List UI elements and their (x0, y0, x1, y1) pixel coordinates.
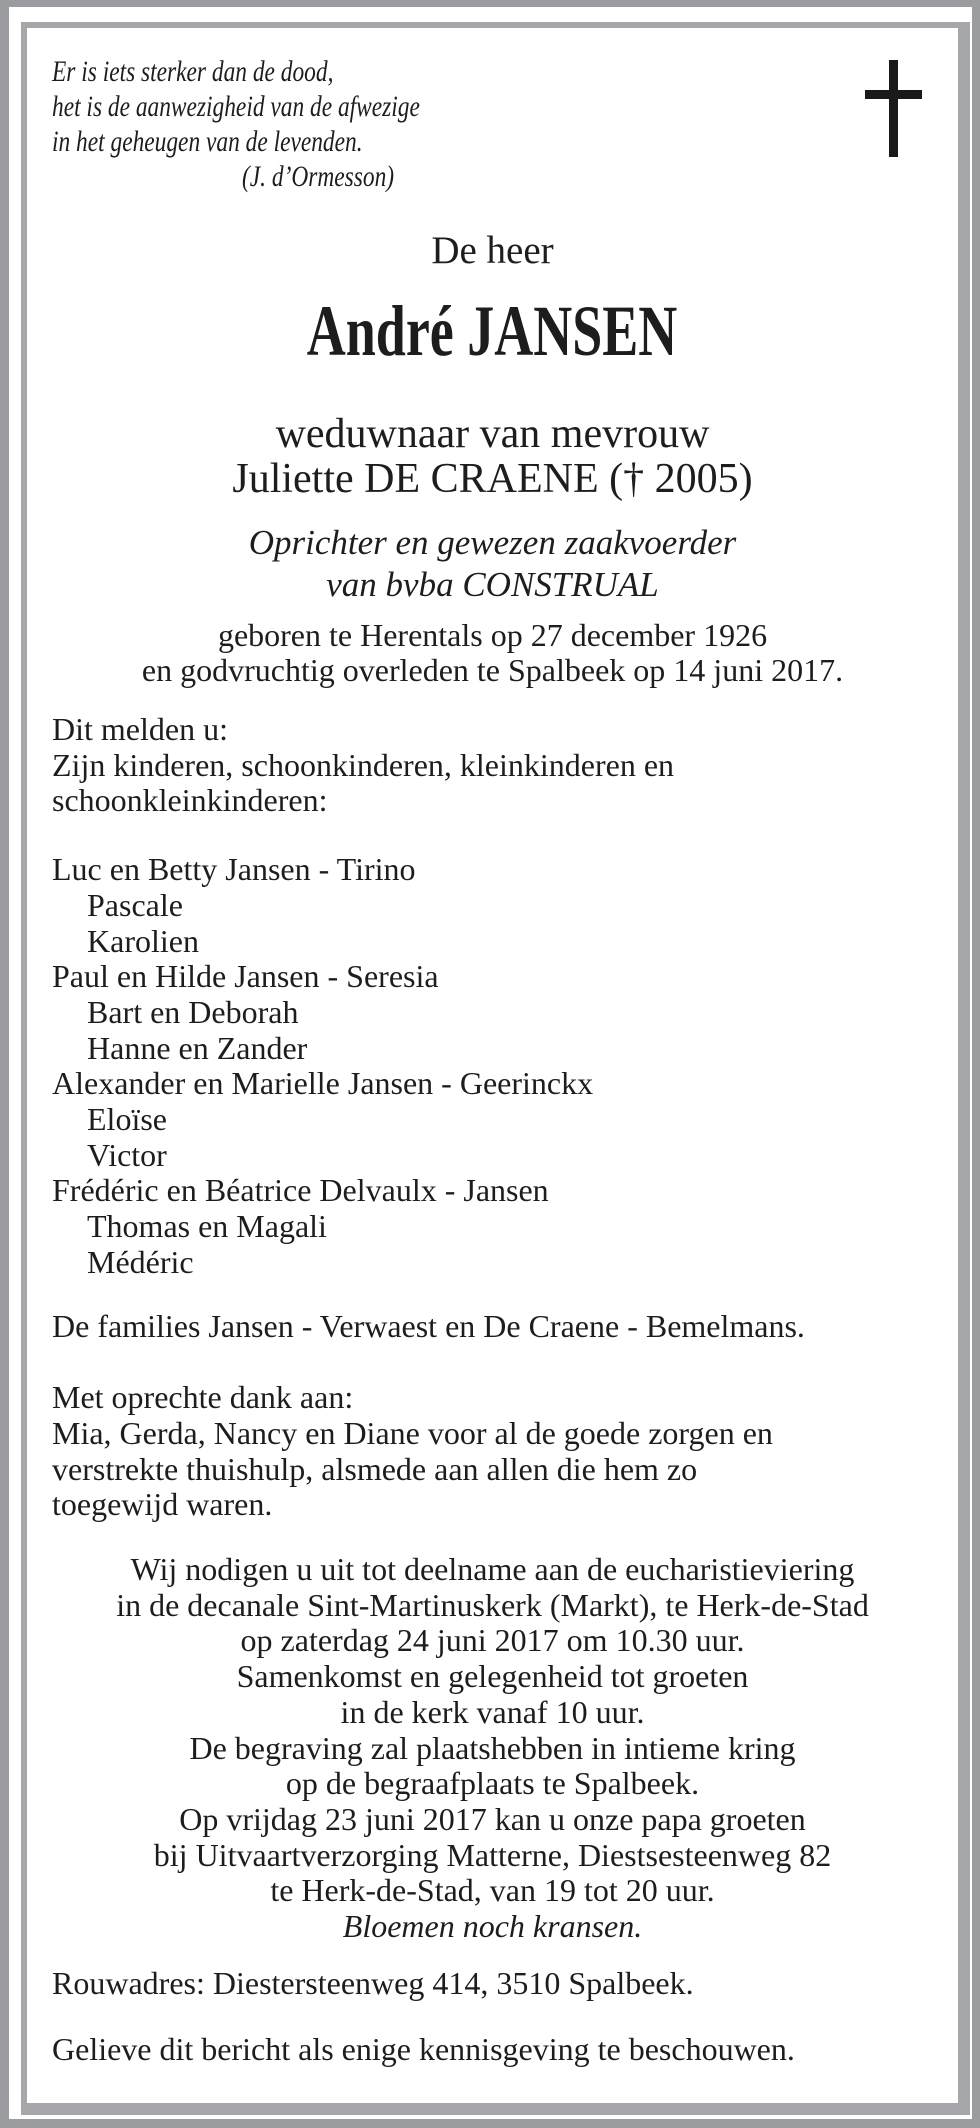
closing-note: Gelieve dit bericht als enige kennisgeving te beschouwen. (52, 2030, 795, 2067)
family-list-item: Paul en Hilde Jansen - Seresia (52, 958, 439, 995)
deceased-name: André JANSEN (307, 291, 678, 371)
thanks-line: Met oprechte dank aan: (52, 1379, 354, 1416)
flowers-note: Bloemen noch kransen. (342, 1908, 643, 1945)
widower-line: weduwnaar van mevrouw (275, 411, 710, 457)
life-dates-block (52, 618, 933, 688)
ceremony-line: in de kerk vanaf 10 uur. (340, 1693, 645, 1730)
thanks-line: Mia, Gerda, Nancy en Diane voor al de goede zorgen en (52, 1414, 773, 1451)
profession-block (52, 522, 933, 606)
family-list-item: Luc en Betty Jansen - Tirino (52, 851, 416, 888)
mourning-address: Rouwadres: Diestersteenweg 414, 3510 Spalbeek. (52, 1964, 694, 2001)
death-notice-card (21, 22, 970, 2115)
quote-attribution: (J. d’Ormesson) (242, 160, 395, 193)
ceremony-line: Samenkomst en gelegenheid tot groeten (236, 1658, 749, 1695)
ceremony-line: op zaterdag 24 juni 2017 om 10.30 uur. (240, 1622, 745, 1659)
family-list (52, 852, 933, 1280)
family-list-item: Médéric (87, 1243, 194, 1280)
family-list-item: Eloïse (87, 1101, 167, 1138)
cross-horizontal-bar (865, 90, 922, 99)
ceremony-line: Wij nodigen u uit tot deelname aan de eucharistieviering (130, 1551, 855, 1588)
ceremony-line: bij Uitvaartverzorging Matterne, Diestsesteenweg 82 (153, 1836, 832, 1873)
widower-line: Juliette DE CRAENE († 2005) (232, 456, 753, 502)
family-list-item: Hanne en Zander (87, 1029, 308, 1066)
life-dates-line: geboren te Herentals op 27 december 1926 (217, 617, 768, 653)
profession-line: Oprichter en gewezen zaakvoerder (248, 523, 737, 562)
quote-line: Er is iets sterker dan de dood, (52, 55, 334, 88)
family-list-item: Pascale (87, 886, 183, 923)
announcement-block (52, 712, 933, 819)
quote-lines (52, 54, 933, 159)
family-list-item: Bart en Deborah (87, 993, 299, 1030)
quote-attribution-row (52, 159, 933, 194)
announcement-line: Dit melden u: (52, 711, 228, 747)
ceremony-line: te Herk-de-Stad, van 19 tot 20 uur. (270, 1872, 715, 1909)
family-list-item: Karolien (87, 922, 199, 959)
cross-vertical-bar (889, 60, 898, 157)
family-list-item: Frédéric en Béatrice Delvaulx - Jansen (52, 1172, 549, 1209)
salutation: De heer (431, 229, 554, 272)
opening-quote (52, 54, 933, 194)
ceremony-line: De begraving zal plaatshebben in intieme kring (189, 1729, 796, 1766)
life-dates-line: en godvruchtig overleden te Spalbeek op 14 juni 2017. (141, 652, 844, 688)
ceremony-block (52, 1552, 933, 1945)
profession-line: van bvba CONSTRUAL (326, 565, 659, 604)
ceremony-line: Op vrijdag 23 juni 2017 kan u onze papa groeten (179, 1800, 806, 1837)
quote-line: het is de aanwezigheid van de afwezige (52, 90, 420, 123)
family-list-item: Thomas en Magali (87, 1208, 327, 1245)
family-list-item: Victor (87, 1136, 167, 1173)
ceremony-lines (52, 1552, 933, 1909)
widower-of-block (52, 412, 933, 502)
announcement-line: schoonkleinkinderen: (52, 782, 328, 819)
ceremony-line: in de decanale Sint-Martinuskerk (Markt), te Herk-de-Stad (116, 1586, 869, 1623)
thanks-line: toegewijd waren. (52, 1486, 273, 1523)
ceremony-line: op de begraafplaats te Spalbeek. (285, 1765, 700, 1802)
quote-line: in het geheugen van de levenden. (52, 125, 363, 158)
announcement-line: Zijn kinderen, schoonkinderen, kleinkinderen en (52, 746, 675, 783)
families-line: De families Jansen - Verwaest en De Craene - Bemelmans. (52, 1307, 805, 1344)
latin-cross-icon (865, 60, 922, 157)
thanks-line: verstrekte thuishulp, alsmede aan allen die hem zo (52, 1450, 698, 1487)
family-list-item: Alexander en Marielle Jansen - Geerinckx (52, 1065, 594, 1102)
thanks-block (52, 1380, 933, 1523)
